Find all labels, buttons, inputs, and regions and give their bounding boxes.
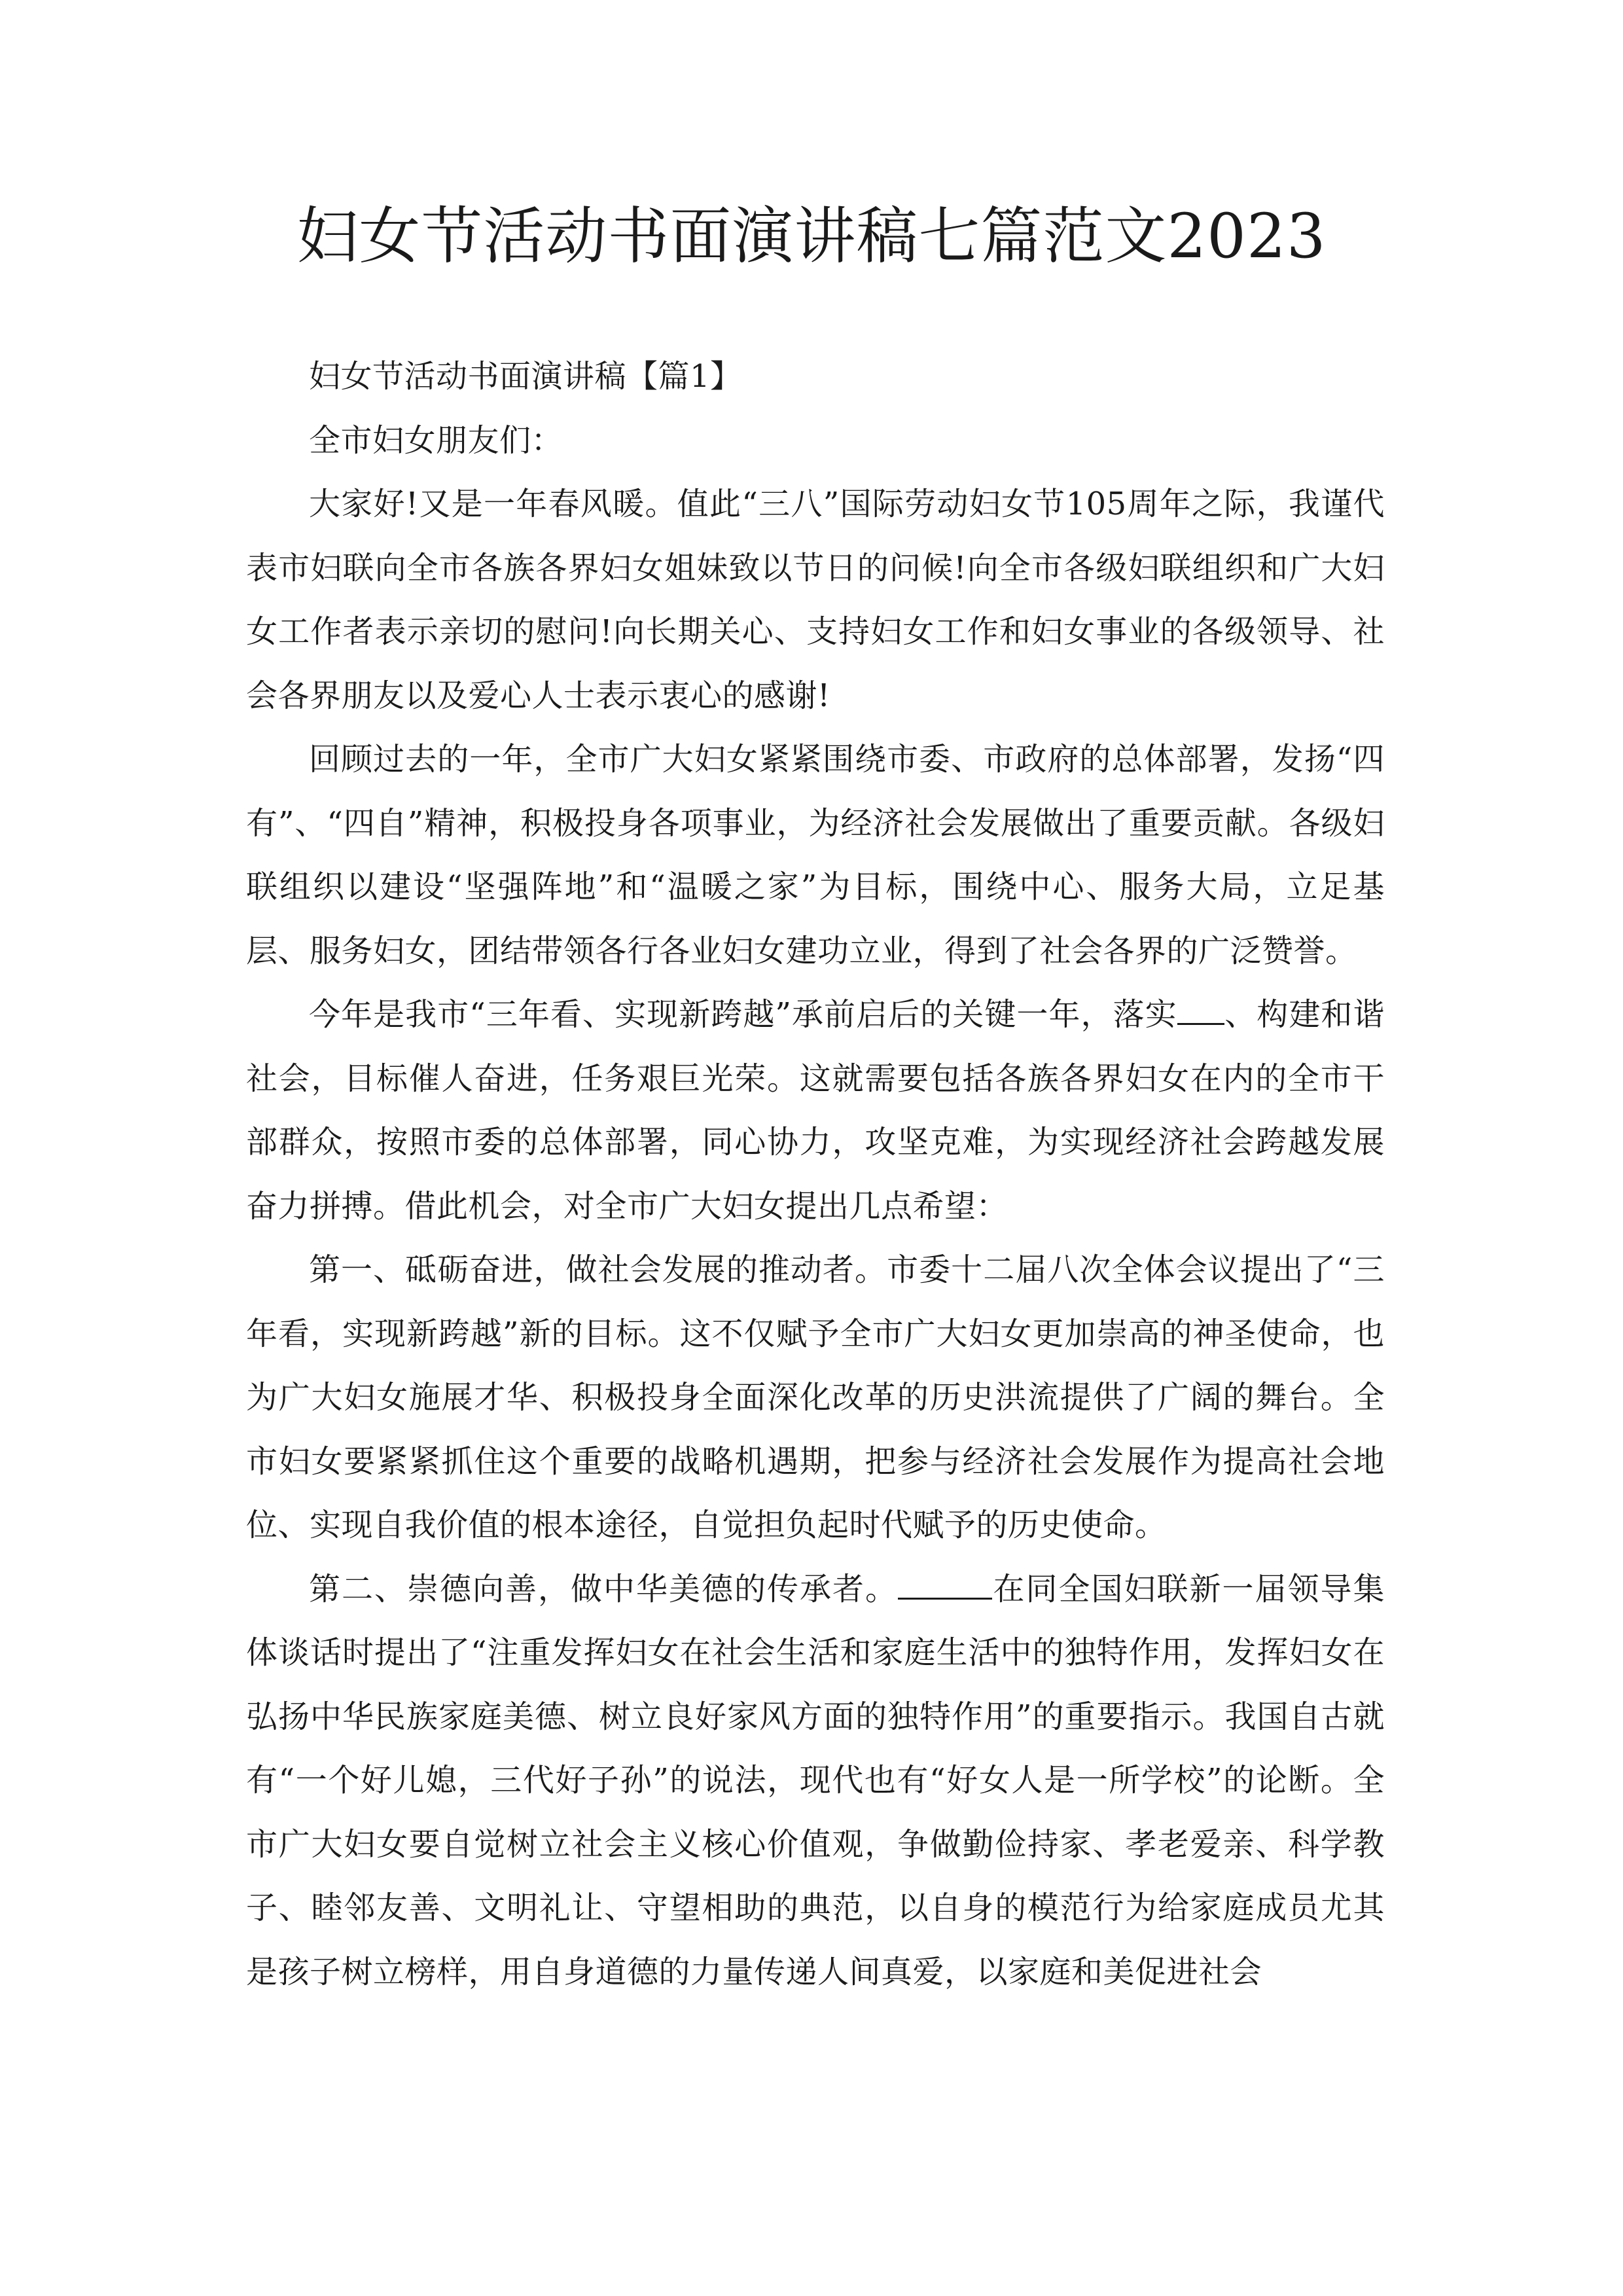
salutation: 全市妇女朋友们： xyxy=(309,422,563,459)
paragraph-hope-second xyxy=(246,1558,1385,2005)
paragraph-this-year-part1: 今年是我市“三年看、实现新跨越”承前启后的关键一年，落实 xyxy=(309,996,1177,1033)
paragraph-hope-second-part2: 在同全国妇联新一届领导集体谈话时提出了“注重发挥妇女在社会生活和家庭生活中的独特作用，发挥妇女在弘扬中华民族家庭美德、树立良好家风方面的独特作用”的重要指示。我国自古就有“一个好儿媳，三代好子孙”的说法，现代也有“好女人是一所学校”的论断。全市广大妇女要自觉树立社会主义核心价值观，争做勤俭持家、孝老爱亲、科学教子、睦邻友善、文明礼让、守望相助的典范，以自身的模范行为给家庭成员尤其是孩子树立榜样，用自身道德的力量传递人间真爱，以家庭和美促进社会 xyxy=(246,1570,1385,1990)
paragraph-hope-second-part1: 第二、崇德向善，做中华美德的传承者。 xyxy=(309,1570,898,1607)
document-title: 妇女节活动书面演讲稿七篇范文2023 xyxy=(296,201,1327,272)
document-body xyxy=(246,345,1385,2004)
paragraph-this-year-part2: 、构建和谐社会，目标催人奋进，任务艰巨光荣。这就需要包括各族各界妇女在内的全市干部群众，按照市委的总体部署，同心协力，攻坚克难，为实现经济社会跨越发展奋力拼搏。借此机会，对全市广大妇女提出几点希望： xyxy=(246,996,1385,1225)
paragraph-this-year xyxy=(246,983,1385,1238)
fill-blank xyxy=(1177,995,1224,1025)
section-heading: 妇女节活动书面演讲稿【篇1】 xyxy=(309,358,742,395)
paragraph-review: 回顾过去的一年，全市广大妇女紧紧围绕市委、市政府的总体部署，发扬“四有”、“四自”精神，积极投身各项事业，为经济社会发展做出了重要贡献。各级妇联组织以建设“坚强阵地”和“温暖之家”为目标，围绕中心、服务大局，立足基层、服务妇女，团结带领各行各业妇女建功立业，得到了社会各界的广泛赞誉。 xyxy=(246,741,1385,969)
fill-blank-wide xyxy=(898,1569,992,1599)
paragraph-hope-first: 第一、砥砺奋进，做社会发展的推动者。市委十二届八次全体会议提出了“三年看，实现新跨越”新的目标。这不仅赋予全市广大妇女更加崇高的神圣使命，也为广大妇女施展才华、积极投身全面深化改革的历史洪流提供了广阔的舞台。全市妇女要紧紧抓住这个重要的战略机遇期，把参与经济社会发展作为提高社会地位、实现自我价值的根本途径，自觉担负起时代赋予的历史使命。 xyxy=(246,1251,1385,1543)
paragraph-greeting: 大家好!又是一年春风暖。值此“三八”国际劳动妇女节105周年之际，我谨代表市妇联向全市各族各界妇女姐妹致以节日的问候!向全市各级妇联组织和广大妇女工作者表示亲切的慰问!向长期关心、支持妇女工作和妇女事业的各级领导、社会各界朋友以及爱心人士表示衷心的感谢! xyxy=(246,486,1385,714)
